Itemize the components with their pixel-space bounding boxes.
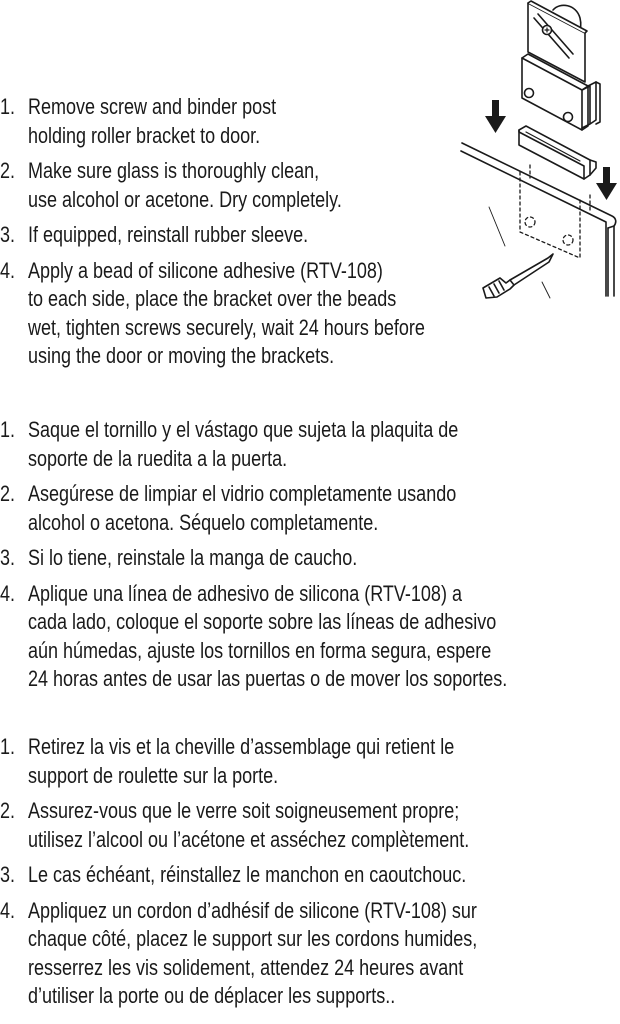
step-text-line: utilisez l’alcool ou l’acétone et asséchez complètement. [28,826,470,852]
english-step-1 [0,93,620,150]
step-text-line: d’utiliser la porte ou de déplacer les supports.. [28,983,396,1008]
step-text-line: using the door or moving the brackets. [28,343,335,368]
french-step-3 [0,861,620,890]
instructions-english [0,93,620,378]
step-text-line: resserrez les vis solidement, attendez 24 heures avant [28,954,464,980]
spanish-step-2 [0,480,620,537]
step-text-line: Si lo tiene, reinstale la manga de caucho. [28,545,358,570]
step-text-line: Appliquez un cordon d’adhésif de silicone (RTV-108) sur [28,897,477,923]
step-text-line: Apply a bead of silicone adhesive (RTV-108) [28,257,383,283]
step-text-line: alcohol o acetona. Séquelo completamente. [28,509,379,535]
step-number: 2. [0,798,16,823]
french-step-2 [0,797,620,854]
step-text-line: to each side, place the bracket over the beads [28,286,397,311]
step-text-line: Asegúrese de limpiar el vidrio completamente usando [28,481,457,506]
spanish-step-3 [0,544,620,573]
step-text-line: Aplique una línea de adhesivo de silicona (RTV-108) a [28,580,462,606]
step-text-line: cada lado, coloque el soporte sobre las líneas de adhesivo [28,609,497,634]
step-number: 1. [0,94,16,119]
step-number: 1. [0,417,16,442]
step-text-line: chaque côté, placez le support sur les cordons humides, [28,926,478,951]
step-text-line: support de roulette sur la porte. [28,762,279,788]
step-number: 4. [0,257,16,283]
step-text-line: Retirez la vis et la cheville d’assemblage qui retient le [28,734,455,759]
french-step-1 [0,733,620,790]
step-text-line: Make sure glass is thoroughly clean, [28,158,320,183]
step-number: 4. [0,580,16,606]
step-number: 1. [0,734,16,759]
step-text-line: wet, tighten screws securely, wait 24 hours before [28,314,425,340]
english-step-3 [0,221,620,250]
spanish-step-1 [0,416,620,473]
spanish-step-4 [0,580,620,694]
step-text-line: soporte de la ruedita a la puerta. [28,445,288,471]
step-number: 2. [0,481,16,506]
step-number: 3. [0,862,16,887]
step-number: 2. [0,158,16,183]
step-number: 4. [0,897,16,923]
step-text-line: aún húmedas, ajuste los tornillos en forma segura, espere [28,637,492,663]
instructions-french [0,733,620,1018]
step-text-line: If equipped, reinstall rubber sleeve. [28,222,309,247]
english-step-4 [0,257,620,371]
step-text-line: Le cas échéant, réinstallez le manchon en caoutchouc. [28,862,467,887]
step-text-line: Assurez-vous que le verre soit soigneusement propre; [28,798,460,823]
step-text-line: Saque el tornillo y el vástago que sujeta la plaquita de [28,417,459,442]
english-step-2 [0,157,620,214]
french-step-4 [0,897,620,1011]
step-number: 3. [0,222,16,247]
step-number: 3. [0,545,16,570]
step-text-line: use alcohol or acetone. Dry completely. [28,186,342,212]
step-text-line: Remove screw and binder post [28,94,277,119]
step-text-line: 24 horas antes de usar las puertas o de mover los soportes. [28,666,508,691]
step-text-line: holding roller bracket to door. [28,122,261,148]
instructions-spanish [0,416,620,701]
